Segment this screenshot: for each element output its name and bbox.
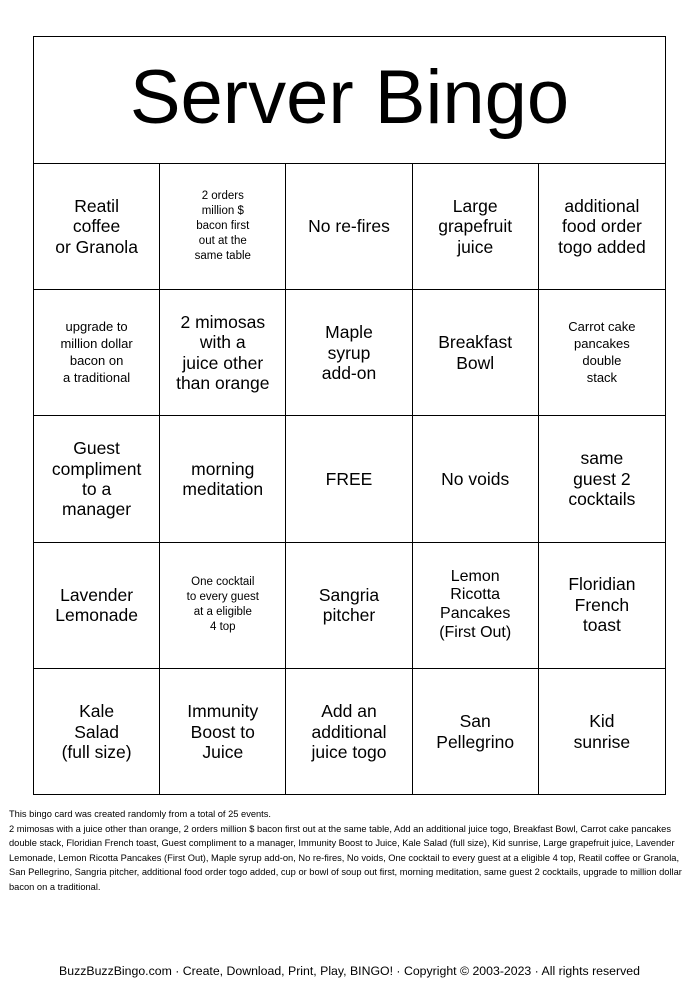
bingo-cell: Breakfast Bowl [413, 290, 539, 416]
bingo-cell: Large grapefruit juice [413, 164, 539, 290]
bingo-free-cell: FREE [286, 416, 412, 542]
bingo-cell: Lemon Ricotta Pancakes (First Out) [413, 543, 539, 669]
bingo-cell: No re-fires [286, 164, 412, 290]
bingo-cell: Kid sunrise [573, 711, 631, 752]
bingo-card [33, 36, 666, 795]
bingo-cell: Add an additional juice togo [286, 669, 412, 795]
bingo-grid [34, 164, 665, 795]
bingo-cell: Reatil coffee or Granola [34, 164, 160, 290]
bingo-cell: One cocktail to every guest at a eligible 4 top [160, 543, 286, 669]
bingo-cell: 2 orders million $ bacon first out at the same table [160, 164, 286, 290]
bingo-cell: Kale Salad (full size) [34, 669, 160, 795]
bingo-cell: Maple syrup add-on [286, 290, 412, 416]
bingo-cell: Guest compliment to a manager [34, 416, 160, 542]
bingo-cell: Floridian French toast [539, 543, 665, 669]
bingo-cell: Sangria pitcher [286, 543, 412, 669]
bingo-cell: San Pellegrino [413, 669, 539, 795]
bingo-cell: No voids [413, 416, 539, 542]
bingo-cell: Lavender Lemonade [34, 543, 160, 669]
copyright-footer: BuzzBuzzBingo.com · Create, Download, Print, Play, BINGO! · Copyright © 2003-2023 · All rights reserved [59, 964, 640, 978]
bingo-cell: 2 mimosas with a juice other than orange [160, 290, 286, 416]
bingo-cell: upgrade to million dollar bacon on a traditional [34, 290, 160, 416]
bingo-cell: same guest 2 cocktails [539, 416, 665, 542]
bingo-cell: additional food order togo added [539, 164, 665, 290]
card-title: Server Bingo [34, 37, 665, 164]
events-footnote: This bingo card was created randomly from a total of 25 events. 2 mimosas with a juice other than orange, 2 orders million $ bacon first out at the same table, Add an additional juice togo, Breakfast Bowl, Carrot cake pancakes double stack, Floridian French toast, Guest compliment to a manager, Immunity Boost to Juice, Kale Salad (full size), Kid sunrise, Large grapefruit juice, Lavender Lemonade, Lemon Ricotta Pancakes (First Out), Maple syrup add-on, No re-fires, No voids, One cocktail to every guest at a eligible 4 top, Reatil coffee or Granola, San Pellegrino, Sangria pitcher, additional food order togo added, cup or bowl of soup out first, morning meditation, same guest 2 cocktails, upgrade to million dollar bacon on a traditional. [9, 809, 682, 892]
bingo-cell: Immunity Boost to Juice [160, 669, 286, 795]
bingo-cell: Carrot cake pancakes double stack [539, 290, 665, 416]
bingo-cell: morning meditation [160, 416, 286, 542]
